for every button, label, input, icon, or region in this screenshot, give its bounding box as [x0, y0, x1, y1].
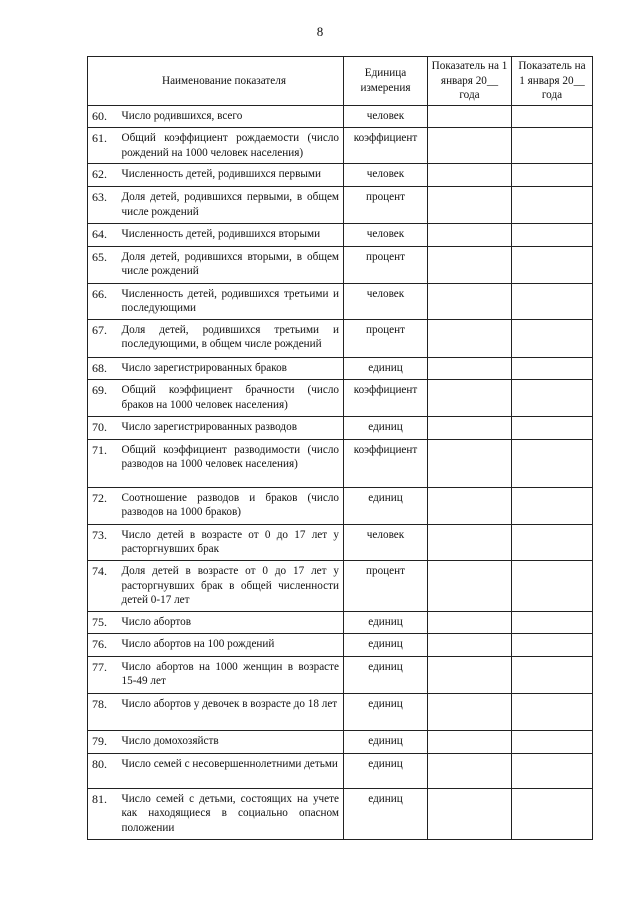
table-row — [88, 693, 593, 730]
row-number: 73. — [88, 524, 119, 560]
row-value-1[interactable] — [428, 730, 512, 753]
row-unit: единиц — [344, 656, 428, 693]
table-row — [88, 788, 593, 839]
row-unit: единиц — [344, 753, 428, 788]
row-value-2[interactable] — [512, 611, 593, 634]
row-indicator-name: Число детей в возрасте от 0 до 17 лет у расторгнувших брак — [119, 524, 344, 560]
table-row — [88, 380, 593, 417]
row-indicator-name: Число абортов на 1000 женщин в возрасте 15-49 лет — [119, 656, 344, 693]
row-indicator-name: Число семей с несовершеннолетними детьми — [119, 753, 344, 788]
row-number: 75. — [88, 611, 119, 634]
row-number: 67. — [88, 319, 119, 357]
row-number: 65. — [88, 246, 119, 283]
row-value-1[interactable] — [428, 561, 512, 612]
table-row — [88, 128, 593, 164]
row-indicator-name: Численность детей, родившихся первыми — [119, 164, 344, 187]
row-value-2[interactable] — [512, 224, 593, 247]
table-row — [88, 611, 593, 634]
row-unit: человек — [344, 524, 428, 560]
row-unit: человек — [344, 105, 428, 128]
row-number: 74. — [88, 561, 119, 612]
row-unit: единиц — [344, 487, 428, 524]
row-value-1[interactable] — [428, 656, 512, 693]
header-value-1: Показатель на 1 января 20__ года — [428, 57, 512, 106]
table-body — [88, 105, 593, 839]
row-value-1[interactable] — [428, 246, 512, 283]
table-row — [88, 357, 593, 380]
row-value-2[interactable] — [512, 561, 593, 612]
row-value-2[interactable] — [512, 656, 593, 693]
row-value-2[interactable] — [512, 417, 593, 440]
header-indicator-name: Наименование показателя — [88, 57, 344, 106]
row-value-2[interactable] — [512, 524, 593, 560]
row-value-1[interactable] — [428, 164, 512, 187]
row-unit: человек — [344, 164, 428, 187]
row-value-1[interactable] — [428, 611, 512, 634]
row-unit: единиц — [344, 788, 428, 839]
row-indicator-name: Число домохозяйств — [119, 730, 344, 753]
page-number: 8 — [316, 24, 324, 39]
table-row — [88, 561, 593, 612]
table-row — [88, 105, 593, 128]
table-row — [88, 187, 593, 224]
row-value-2[interactable] — [512, 105, 593, 128]
row-value-1[interactable] — [428, 283, 512, 319]
row-value-2[interactable] — [512, 788, 593, 839]
row-indicator-name: Численность детей, родившихся третьими и последующими — [119, 283, 344, 319]
row-value-1[interactable] — [428, 128, 512, 164]
row-unit: человек — [344, 224, 428, 247]
row-unit: единиц — [344, 693, 428, 730]
table-row — [88, 164, 593, 187]
row-unit: единиц — [344, 357, 428, 380]
row-value-1[interactable] — [428, 187, 512, 224]
row-value-1[interactable] — [428, 788, 512, 839]
row-number: 68. — [88, 357, 119, 380]
row-indicator-name: Число семей с детьми, состоящих на учете как находящиеся в социально опасном положении — [119, 788, 344, 839]
row-value-1[interactable] — [428, 693, 512, 730]
row-unit: коэффициент — [344, 380, 428, 417]
row-value-1[interactable] — [428, 224, 512, 247]
table-row — [88, 417, 593, 440]
table-row — [88, 283, 593, 319]
row-unit: единиц — [344, 417, 428, 440]
row-indicator-name: Число зарегистрированных браков — [119, 357, 344, 380]
row-number: 79. — [88, 730, 119, 753]
row-unit: единиц — [344, 634, 428, 657]
row-indicator-name: Число абортов на 100 рождений — [119, 634, 344, 657]
row-unit: процент — [344, 319, 428, 357]
row-indicator-name: Число зарегистрированных разводов — [119, 417, 344, 440]
row-value-2[interactable] — [512, 439, 593, 487]
row-indicator-name: Число родившихся, всего — [119, 105, 344, 128]
indicators-table — [87, 56, 593, 840]
row-value-1[interactable] — [428, 634, 512, 657]
row-unit: процент — [344, 246, 428, 283]
row-indicator-name: Число абортов — [119, 611, 344, 634]
row-indicator-name: Доля детей, родившихся третьими и последующими, в общем числе рождений — [119, 319, 344, 357]
row-value-2[interactable] — [512, 187, 593, 224]
table-row — [88, 487, 593, 524]
table-row — [88, 224, 593, 247]
row-number: 64. — [88, 224, 119, 247]
row-number: 78. — [88, 693, 119, 730]
table-row — [88, 524, 593, 560]
row-number: 66. — [88, 283, 119, 319]
row-number: 62. — [88, 164, 119, 187]
row-value-2[interactable] — [512, 128, 593, 164]
row-value-2[interactable] — [512, 634, 593, 657]
row-value-1[interactable] — [428, 105, 512, 128]
row-indicator-name: Общий коэффициент брачности (число браков на 1000 человек населения) — [119, 380, 344, 417]
row-unit: единиц — [344, 611, 428, 634]
row-number: 69. — [88, 380, 119, 417]
row-number: 72. — [88, 487, 119, 524]
row-value-2[interactable] — [512, 283, 593, 319]
row-value-1[interactable] — [428, 439, 512, 487]
row-number: 81. — [88, 788, 119, 839]
row-indicator-name: Доля детей, родившихся вторыми, в общем числе рождений — [119, 246, 344, 283]
row-value-2[interactable] — [512, 487, 593, 524]
row-indicator-name: Доля детей, родившихся первыми, в общем числе рождений — [119, 187, 344, 224]
row-value-1[interactable] — [428, 380, 512, 417]
row-value-2[interactable] — [512, 730, 593, 753]
row-value-2[interactable] — [512, 693, 593, 730]
row-value-2[interactable] — [512, 319, 593, 357]
row-value-1[interactable] — [428, 319, 512, 357]
row-unit: коэффициент — [344, 128, 428, 164]
row-indicator-name: Общий коэффициент разводимости (число разводов на 1000 человек населения) — [119, 439, 344, 487]
table-row — [88, 656, 593, 693]
table-row — [88, 439, 593, 487]
row-number: 71. — [88, 439, 119, 487]
row-unit: единиц — [344, 730, 428, 753]
row-value-1[interactable] — [428, 487, 512, 524]
row-value-1[interactable] — [428, 753, 512, 788]
row-value-2[interactable] — [512, 357, 593, 380]
table-row — [88, 753, 593, 788]
row-indicator-name: Общий коэффициент рождаемости (число рождений на 1000 человек населения) — [119, 128, 344, 164]
row-number: 80. — [88, 753, 119, 788]
row-value-2[interactable] — [512, 753, 593, 788]
row-value-1[interactable] — [428, 417, 512, 440]
table-row — [88, 246, 593, 283]
row-number: 63. — [88, 187, 119, 224]
row-unit: коэффициент — [344, 439, 428, 487]
header-unit: Единица измерения — [344, 57, 428, 106]
row-indicator-name: Число абортов у девочек в возрасте до 18 лет — [119, 693, 344, 730]
row-unit: процент — [344, 187, 428, 224]
row-value-1[interactable] — [428, 524, 512, 560]
header-value-2: Показатель на 1 января 20__ года — [512, 57, 593, 106]
row-indicator-name: Соотношение разводов и браков (число разводов на 1000 браков) — [119, 487, 344, 524]
row-unit: человек — [344, 283, 428, 319]
row-number: 60. — [88, 105, 119, 128]
row-value-1[interactable] — [428, 357, 512, 380]
row-number: 77. — [88, 656, 119, 693]
row-value-2[interactable] — [512, 164, 593, 187]
row-number: 70. — [88, 417, 119, 440]
row-unit: процент — [344, 561, 428, 612]
row-number: 61. — [88, 128, 119, 164]
table-header-row — [88, 57, 593, 106]
table-row — [88, 634, 593, 657]
row-indicator-name: Доля детей в возрасте от 0 до 17 лет у расторгнувших брак в общей численности детей 0-17 лет — [119, 561, 344, 612]
row-value-2[interactable] — [512, 380, 593, 417]
table-row — [88, 730, 593, 753]
table-row — [88, 319, 593, 357]
row-indicator-name: Численность детей, родившихся вторыми — [119, 224, 344, 247]
row-value-2[interactable] — [512, 246, 593, 283]
row-number: 76. — [88, 634, 119, 657]
